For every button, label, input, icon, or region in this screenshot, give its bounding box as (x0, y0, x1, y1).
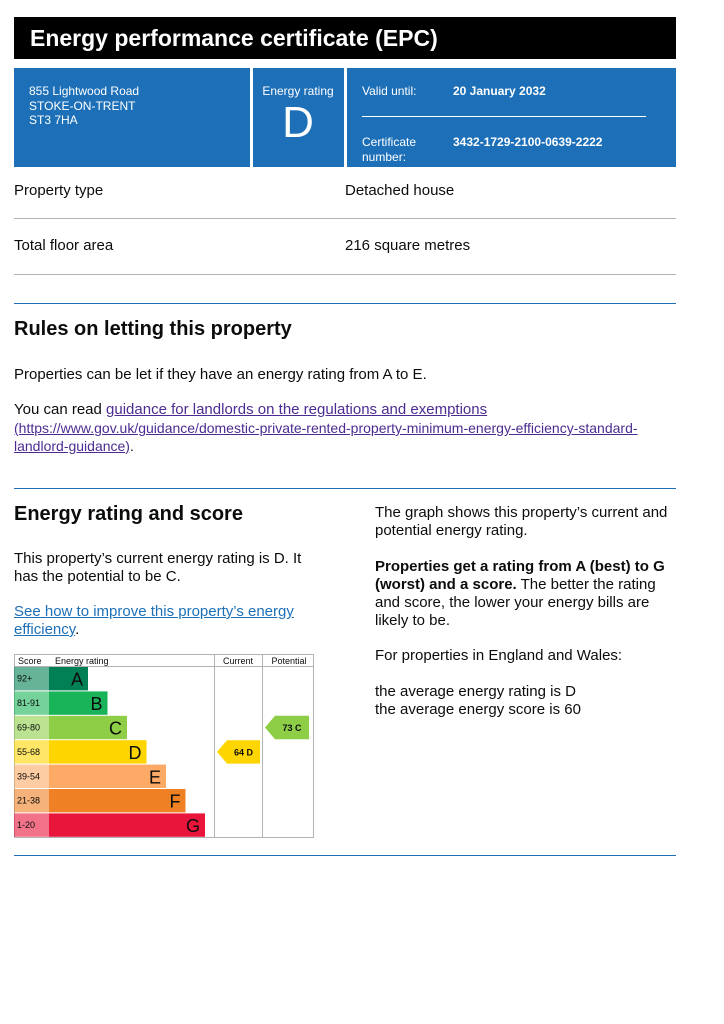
rating-explanation (375, 558, 685, 630)
summary-divider (344, 68, 347, 167)
page-title: Energy performance certificate (EPC) (14, 17, 676, 59)
average-score: the average energy score is 60 (375, 701, 581, 718)
rating-explanation-rest: The better the rating (516, 576, 656, 593)
guidance-url-suffix: . (129, 438, 134, 454)
energy-rating-letter: D (282, 98, 314, 147)
guidance-url-line-2[interactable]: landlord-guidance) (14, 438, 130, 454)
band-letter: C (109, 718, 122, 739)
floor-area-label: Total floor area (14, 237, 114, 254)
row-divider (14, 218, 676, 219)
valid-until-label: Valid until: (362, 84, 417, 98)
section-divider (14, 855, 676, 856)
summary-box (14, 68, 676, 167)
improve-efficiency-link-line-2[interactable]: efficiency (14, 621, 76, 638)
energy-heading: Energy rating and score (14, 503, 243, 525)
band-score-range: 39-54 (17, 771, 41, 782)
average-ratings (375, 683, 685, 719)
band-letter: B (90, 694, 103, 715)
region-note: For properties in England and Wales: (375, 647, 623, 664)
certificate-number-label (362, 135, 416, 165)
potential-rating-label: 73 C (282, 723, 302, 733)
property-type-label: Property type (14, 182, 104, 199)
band-letter: E (148, 767, 161, 788)
average-rating: the average energy rating is D (375, 683, 576, 700)
band-bar-f (49, 789, 186, 812)
band-letter: F (169, 791, 181, 812)
energy-rating-label: Energy rating (262, 84, 334, 98)
floor-area-value: 216 square metres (345, 237, 471, 254)
address (29, 84, 139, 128)
chart-header-potential: Potential (271, 656, 307, 666)
band-letter: D (128, 742, 142, 763)
energy-para-line-1: This property’s current energy rating is D. It (14, 550, 302, 567)
rating-explanation-line-4: likely to be. (375, 612, 451, 629)
band-score-range: 1-20 (17, 820, 36, 831)
graph-explanation (375, 504, 685, 540)
letting-guidance-paragraph (14, 401, 676, 455)
band-score-range: 92+ (17, 673, 33, 684)
band-bar-g (49, 813, 205, 836)
improve-suffix: . (75, 621, 80, 638)
valid-until-value: 20 January 2032 (453, 84, 546, 98)
current-rating-label: 64 D (233, 747, 254, 758)
improve-efficiency-link-line-1[interactable]: See how to improve this property’s energy (14, 603, 294, 620)
energy-rating-chart (14, 654, 314, 838)
address-line-1: 855 Lightwood Road (29, 84, 140, 98)
rating-explanation-line-3: and score, the lower your energy bills are (375, 594, 650, 611)
band-score-range: 55-68 (17, 746, 41, 757)
band-score-range: 69-80 (17, 722, 41, 733)
rating-explanation-bold-1: Properties get a rating from A (best) to G (375, 558, 665, 575)
band-score-range: 81-91 (17, 698, 41, 709)
row-divider (14, 274, 676, 275)
band-letter: A (70, 669, 83, 690)
letting-paragraph: Properties can be let if they have an energy rating from A to E. (14, 366, 427, 383)
energy-current-paragraph (14, 550, 354, 586)
letting-heading: Rules on letting this property (14, 318, 292, 340)
address-line-2: STOKE-ON-TRENT (29, 98, 136, 113)
section-divider (14, 488, 676, 489)
rating-explanation-bold-2: (worst) and a score. (375, 576, 517, 593)
guidance-url-line-1[interactable]: (https://www.gov.uk/guidance/domestic-private-rented-property-minimum-energy-efficiency-standard- (14, 420, 638, 436)
graph-explanation-line-2: potential energy rating. (375, 522, 528, 539)
landlord-guidance-link[interactable]: guidance for landlords on the regulations and exemptions (106, 401, 488, 418)
chart-header-rating: Energy rating (55, 656, 109, 666)
chart-header-current: Current (222, 656, 254, 666)
energy-para-line-2: has the potential to be C. (14, 568, 181, 585)
guidance-prefix: You can read (14, 401, 107, 418)
certificate-label-line-1: Certificate (362, 135, 417, 149)
graph-explanation-line-1: The graph shows this property’s current and (375, 504, 668, 521)
band-score-range: 21-38 (17, 795, 41, 806)
certificate-label-line-2: number: (362, 150, 407, 164)
summary-rule (362, 116, 646, 117)
improve-link-paragraph (14, 603, 354, 639)
property-type-value: Detached house (345, 182, 455, 199)
certificate-number-value: 3432-1729-2100-0639-2222 (453, 135, 603, 149)
section-divider (14, 303, 676, 304)
chart-header-score: Score (18, 656, 42, 666)
address-line-3: ST3 7HA (29, 113, 78, 127)
band-letter: G (185, 816, 200, 837)
